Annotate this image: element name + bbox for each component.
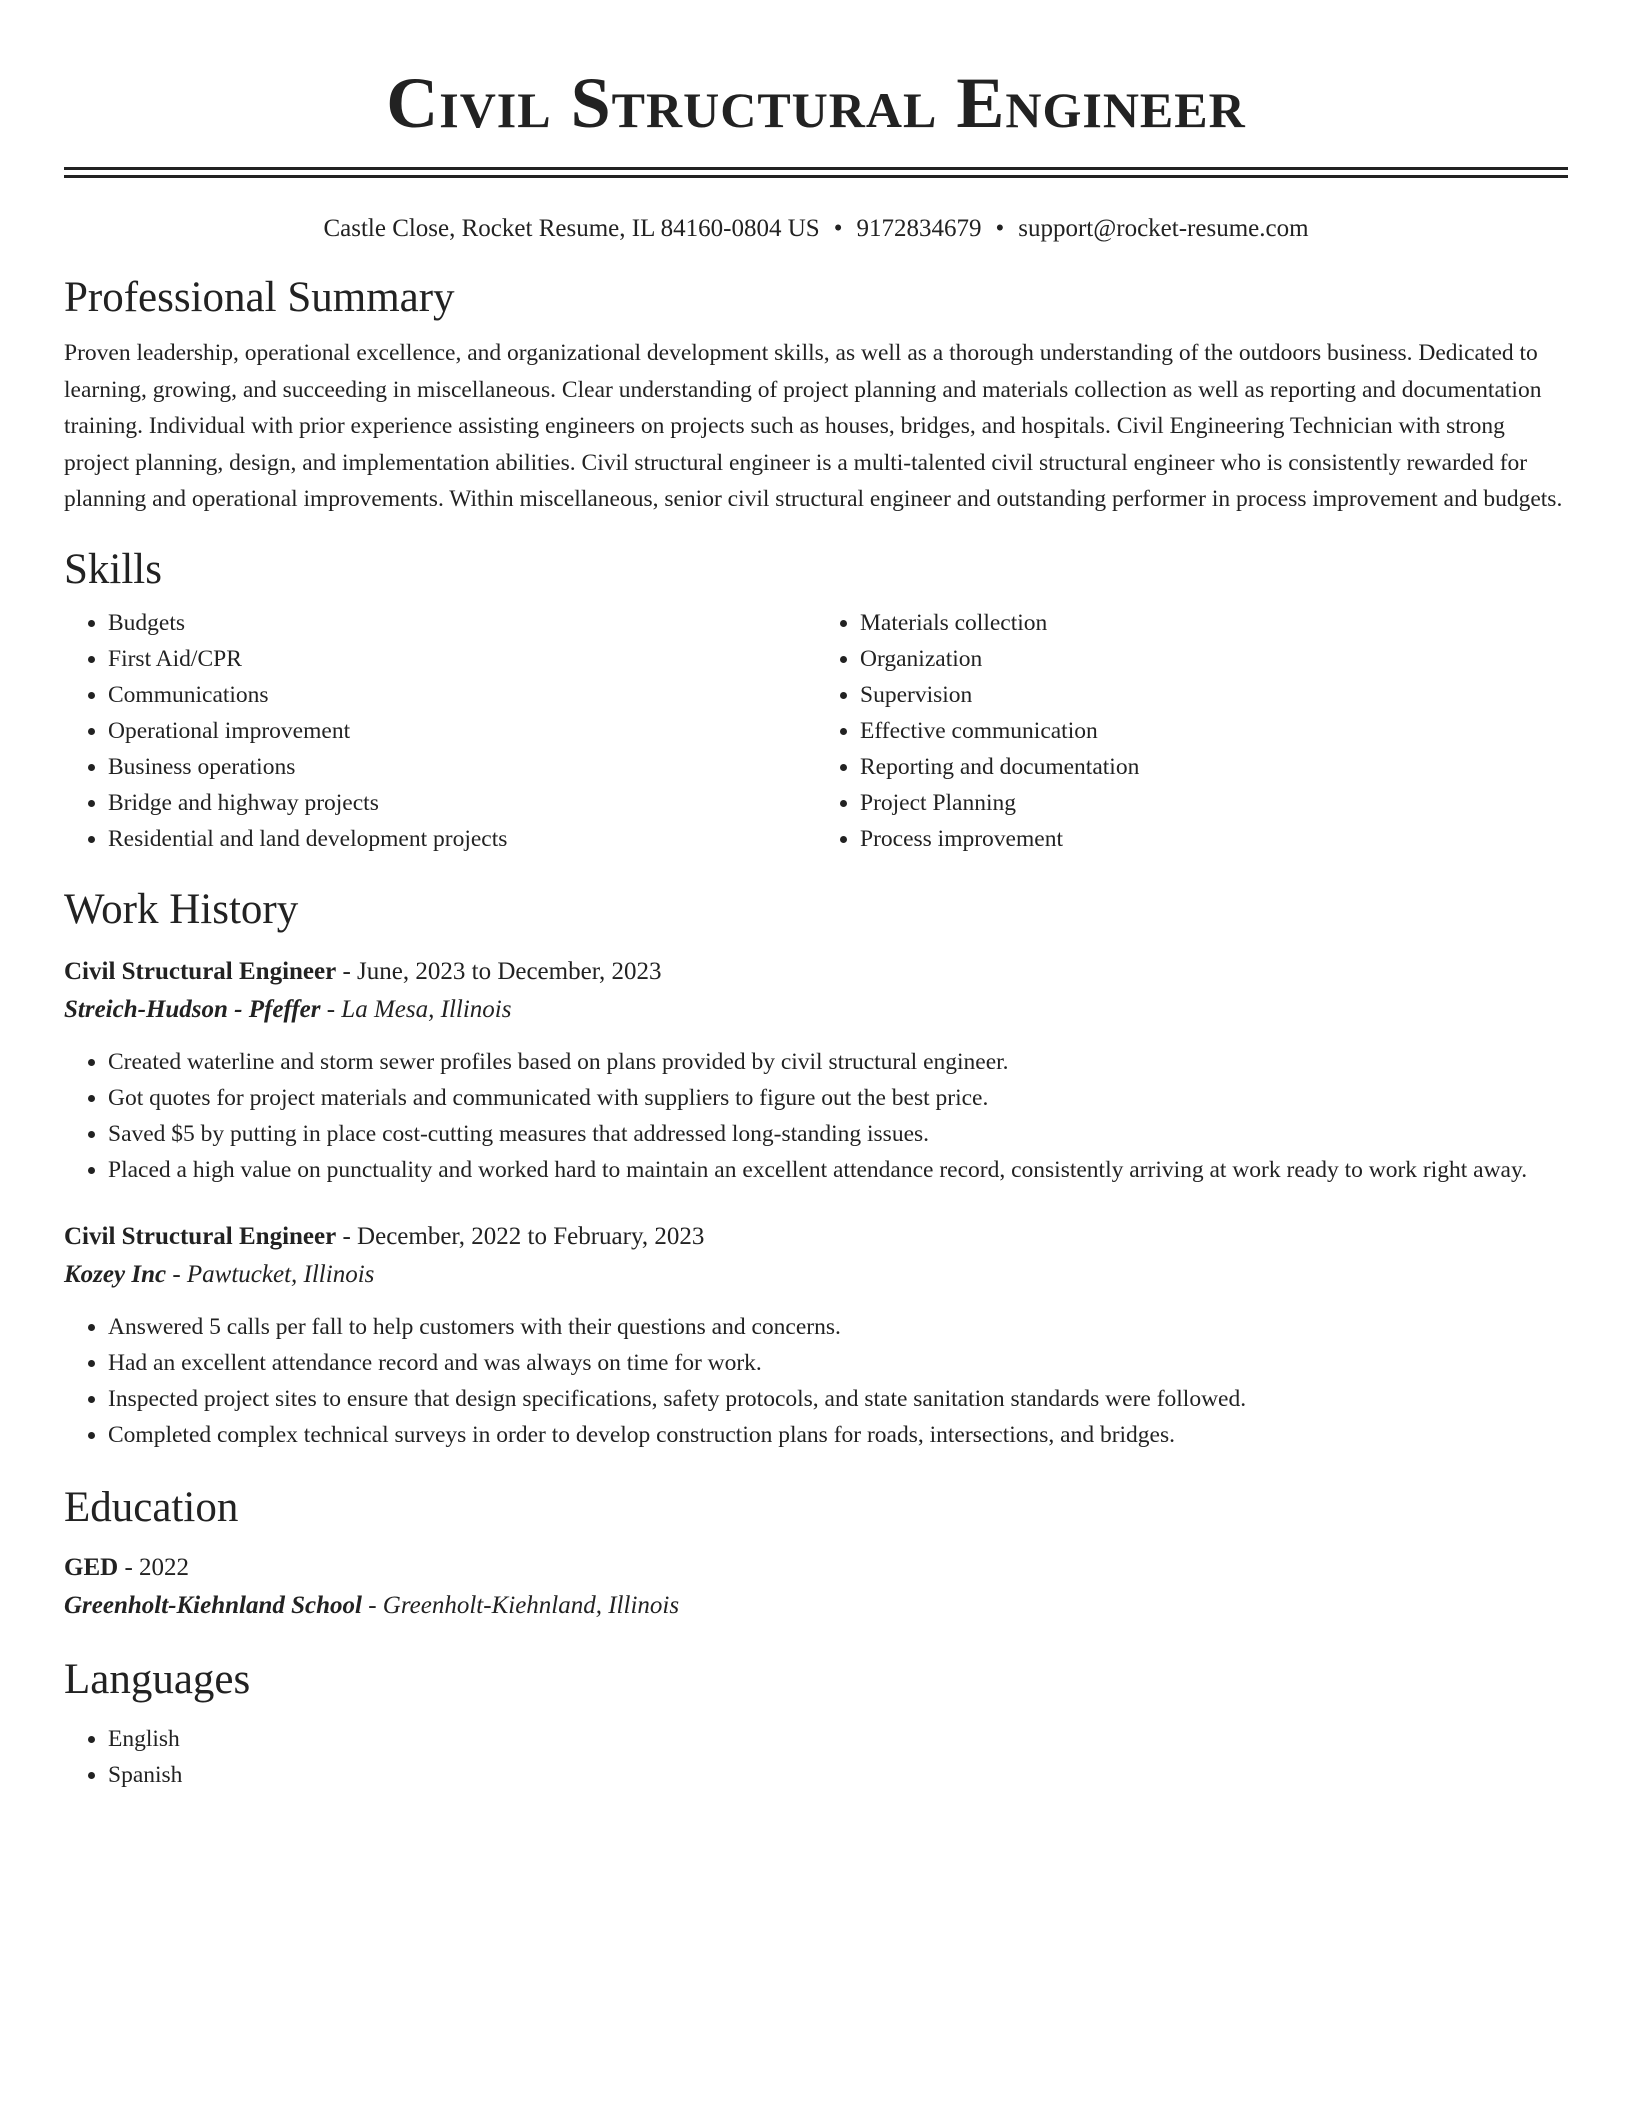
languages-heading: Languages <box>64 1655 251 1703</box>
education-heading: Education <box>64 1483 239 1531</box>
job-bullet: • Got quotes for project materials and communicated with suppliers to figure out the best price. <box>108 1080 1568 1116</box>
education-school-line <box>64 1587 1568 1625</box>
skills-right-list <box>816 605 1568 857</box>
contact-address: Castle Close, Rocket Resume, IL 84160-0804 US <box>323 215 820 242</box>
skill-item: • Reporting and documentation <box>860 749 1568 785</box>
contact-phone: 9172834679 <box>856 215 982 242</box>
language-item: • English <box>108 1721 1568 1757</box>
skill-item: • Process improvement <box>860 821 1568 857</box>
job-company-line <box>64 991 1568 1029</box>
summary-text: Proven leadership, operational excellence, and organizational development skills, as well as a thorough understanding of the outdoors business. Dedicated to learning, growing, and succeeding in miscellaneous. Clear understanding of project planning and materials collection as well as reporting and documentation training. Individual with prior experience assisting engineers on projects such as houses, bridges, and hospitals. Civil Engineering Technician with strong project planning, design, and implementation abilities. Civil structural engineer is a multi-talented civil structural engineer who is consistently rewarded for planning and operational improvements. Within miscellaneous, senior civil structural engineer and outstanding performer in process improvement and budgets. <box>64 340 1563 512</box>
skill-item: • Materials collection <box>860 605 1568 641</box>
job-company: Kozey Inc <box>64 1260 167 1288</box>
title-rule-bottom <box>64 175 1568 178</box>
skill-item: • Residential and land development projects <box>108 821 816 857</box>
job-title: Civil Structural Engineer <box>64 957 337 985</box>
title-rule-top <box>64 167 1568 170</box>
skill-item: • Project Planning <box>860 785 1568 821</box>
skills-left-list <box>64 605 816 857</box>
contact-separator: • <box>995 215 1005 242</box>
job-title-line <box>64 953 1568 991</box>
skill-item: • Communications <box>108 677 816 713</box>
job-bullets <box>64 1044 1568 1188</box>
skills-columns <box>64 605 1568 857</box>
job-bullet: • Had an excellent attendance record and was always on time for work. <box>108 1345 1568 1381</box>
language-item: • Spanish <box>108 1757 1568 1793</box>
job-title-line <box>64 1218 1568 1256</box>
education-entry <box>64 1549 1568 1625</box>
education-degree-line <box>64 1549 1568 1587</box>
skill-item: • Organization <box>860 641 1568 677</box>
skill-item: • Supervision <box>860 677 1568 713</box>
job-dates: - June, 2023 to December, 2023 <box>336 957 662 985</box>
work-history-heading: Work History <box>64 885 299 933</box>
skill-item: • First Aid/CPR <box>108 641 816 677</box>
languages-block <box>64 1721 1568 1793</box>
skill-item: • Business operations <box>108 749 816 785</box>
education-school: Greenholt-Kiehnland School <box>64 1591 362 1619</box>
job-bullet: • Answered 5 calls per fall to help customers with their questions and concerns. <box>108 1309 1568 1345</box>
job-company-line <box>64 1256 1568 1294</box>
languages-list <box>64 1721 1568 1793</box>
job-entry <box>64 953 1568 1188</box>
resume-name-title: Civil Structural Engineer <box>386 63 1246 143</box>
contact-email: support@rocket-resume.com <box>1018 215 1309 242</box>
job-location: - La Mesa, Illinois <box>320 995 512 1023</box>
skill-item: • Operational improvement <box>108 713 816 749</box>
job-bullet: • Saved $5 by putting in place cost-cutting measures that addressed long-standing issues. <box>108 1116 1568 1152</box>
job-bullets <box>64 1309 1568 1453</box>
job-bullet: • Placed a high value on punctuality and worked hard to maintain an excellent attendance record, consistently arriving at work ready to work right away. <box>108 1152 1568 1188</box>
skill-item: • Effective communication <box>860 713 1568 749</box>
job-bullet: • Inspected project sites to ensure that design specifications, safety protocols, and state sanitation standards were followed. <box>108 1381 1568 1417</box>
summary-heading: Professional Summary <box>64 274 455 321</box>
job-dates: - December, 2022 to February, 2023 <box>336 1222 705 1250</box>
education-location: - Greenholt-Kiehnland, Illinois <box>361 1591 680 1619</box>
job-entry <box>64 1218 1568 1453</box>
job-company: Streich-Hudson - Pfeffer <box>64 995 321 1023</box>
job-bullet: • Completed complex technical surveys in order to develop construction plans for roads, intersections, and bridges. <box>108 1417 1568 1453</box>
job-bullet: • Created waterline and storm sewer profiles based on plans provided by civil structural engineer. <box>108 1044 1568 1080</box>
skill-item: • Budgets <box>108 605 816 641</box>
contact-separator: • <box>833 215 843 242</box>
education-degree: GED <box>64 1553 119 1581</box>
contact-line <box>64 213 1568 245</box>
skills-heading: Skills <box>64 545 162 593</box>
job-location: - Pawtucket, Illinois <box>166 1260 375 1288</box>
job-title: Civil Structural Engineer <box>64 1222 337 1250</box>
skill-item: • Bridge and highway projects <box>108 785 816 821</box>
education-year: - 2022 <box>118 1553 190 1581</box>
